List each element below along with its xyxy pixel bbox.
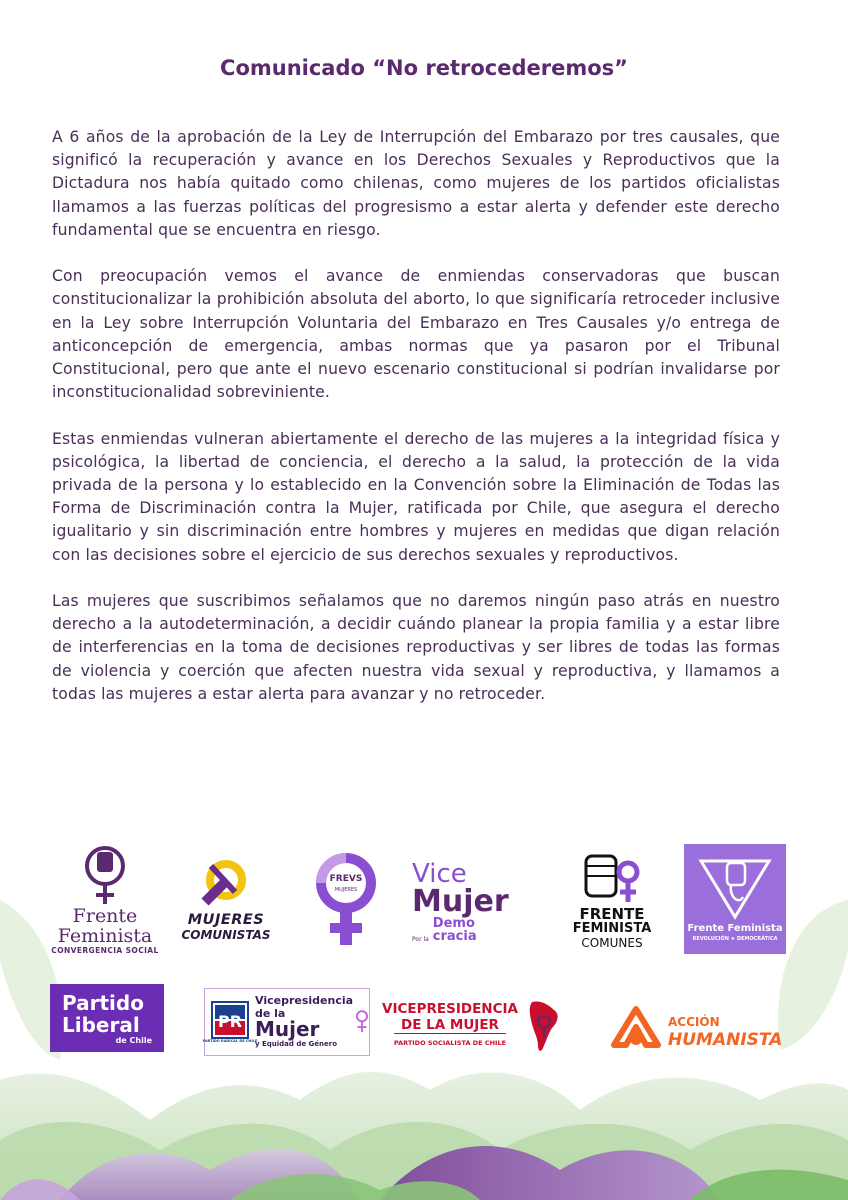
logo-text: Frente xyxy=(72,904,138,927)
logo-text: Mujer xyxy=(412,884,509,919)
logo-text: Vice xyxy=(412,859,467,889)
venus-icon xyxy=(355,1002,369,1042)
accion-humanista-emblem-icon xyxy=(610,1005,662,1057)
logo-text: HUMANISTA xyxy=(668,1030,783,1050)
logo-text: FEMINISTA xyxy=(572,921,652,936)
logo-vicepresidencia-mujer-partido-radical xyxy=(204,988,370,1056)
logo-text: DE LA MUJER xyxy=(401,1017,499,1033)
logo-text: Mujer xyxy=(255,1016,320,1041)
logo-text: de la xyxy=(255,1006,286,1020)
paragraph: Estas enmiendas vulneran abiertamente el derecho de las mujeres a la integridad física y psicológica, la libertad de conciencia, el derecho a la salud, la protección de la vida privada de la persona y lo establecido en la Convención sobre la Eliminación de Todas las Forma de Discriminación contra la Mujer, ratificada por Chile, que asegura el derecho igualitario y sin discriminación entre hombres y mujeres en medidas que digan relación con las decisiones sobre el ejercicio de sus derechos sexuales y reproductivos. xyxy=(52,429,780,564)
pr-badge xyxy=(202,1001,258,1043)
logo-vicepresidencia-mujer-partido-socialista xyxy=(382,998,592,1054)
logo-subtext: CONVERGENCIA SOCIAL xyxy=(51,945,159,955)
pr-emblem-icon xyxy=(211,1001,249,1039)
logo-text: y Equidad de Género xyxy=(255,1039,338,1048)
logo-frevs-mujeres xyxy=(306,848,386,948)
logo-democracy xyxy=(433,917,477,943)
logo-sub-row xyxy=(412,917,477,943)
logo-subtext: de Chile xyxy=(115,1035,152,1045)
latin-america-map-icon xyxy=(524,998,564,1054)
logo-text: FREVS xyxy=(329,874,363,884)
logo-frente-feminista-convergencia-social xyxy=(40,838,170,958)
venus-logo-icon xyxy=(310,849,382,947)
logo-text: Feminista xyxy=(57,924,153,947)
logo-text: Vicepresidencia xyxy=(255,993,354,1007)
fist-venus-icon xyxy=(580,850,644,906)
logo-small-text: Por la xyxy=(412,936,429,943)
logo-text: MUJERES xyxy=(187,912,265,928)
logo-frente-feminista-revolucion-democratica xyxy=(684,844,786,954)
logo-small-text: PARTIDO RADICAL DE CHILE xyxy=(202,1039,258,1043)
logo-text: Partido xyxy=(62,990,144,1015)
paragraph: A 6 años de la aprobación de la Ley de Interrupción del Embarazo por tres causales, que significó la recuperación y avance en los Derechos Sexuales y Reproductivos que la Dictadura nos había quitado como chilenas, como mujeres de los partidos oficialistas llamamos a las fuerzas políticas del progresismo a estar alerta y defender este derecho fundamental que se encuentra en riesgo. xyxy=(52,128,780,239)
logo-text: COMUNISTAS xyxy=(181,928,271,942)
logo-text: Frente Feminista xyxy=(687,922,783,934)
pr-badge-text: PR xyxy=(217,1012,243,1031)
logo-text: ACCIÓN xyxy=(668,1015,720,1029)
logo-mujeres-comunistas xyxy=(172,852,280,948)
paragraph: Las mujeres que suscribimos señalamos que no daremos ningún paso atrás en nuestro derecho a la autodeterminación, a decidir cuándo planear la propia familia y a estar libre de interferencias en la toma de decisiones reproductivas y ser libres de todas las formas de violencia y coerción que afecten nuestra vida sexual y reproductiva, y llamamos a todas las mujeres a estar alerta para avanzar y no retroceder. xyxy=(52,592,780,703)
logo-text: Demo xyxy=(432,916,475,931)
logo-frente-feminista-comunes xyxy=(564,846,660,954)
logo-accion-humanista xyxy=(610,1000,806,1062)
document-title: Comunicado “No retrocederemos” xyxy=(220,56,628,80)
logo-text: COMUNES xyxy=(581,936,643,950)
logo-text: cracia xyxy=(432,929,477,944)
paragraph: Con preocupación vemos el avance de enmiendas conservadoras que buscan constitucionalizar la prohibición absoluta del aborto, lo que significaría retroceder inclusive en la Ley sobre Interrupción Voluntaria del Embarazo en Tres Causales y/o entrega de anticoncepción de emergencia, ambas normas que ya pasaron por el Tribunal Constitucional, pero que ante el nuevo escenario constitucional si podrían invalidarse por inconstitucionalidad sobreviniente. xyxy=(52,267,780,402)
logo-vice-mujer-democracia xyxy=(412,856,536,948)
symbol-icon xyxy=(191,858,261,912)
logo-text: Liberal xyxy=(62,1012,140,1037)
logo-subtext: PARTIDO SOCIALISTA DE CHILE xyxy=(394,1033,506,1051)
ps-text-block xyxy=(382,1001,518,1051)
logo-subtext: MUJERES xyxy=(334,887,358,893)
triangle-fist-icon xyxy=(693,855,777,923)
logo-text: VICEPRESIDENCIA xyxy=(382,1001,518,1017)
logo-text: FRENTE xyxy=(579,905,645,923)
logo-partido-liberal xyxy=(50,984,164,1052)
accion-text-block xyxy=(668,1013,782,1049)
fist-venus-icon xyxy=(80,842,130,906)
logo-subtext: REVOLUCIÓN ★ DEMOCRÁTICA xyxy=(692,935,778,942)
document-body xyxy=(52,126,780,729)
pr-text-block xyxy=(255,994,353,1051)
